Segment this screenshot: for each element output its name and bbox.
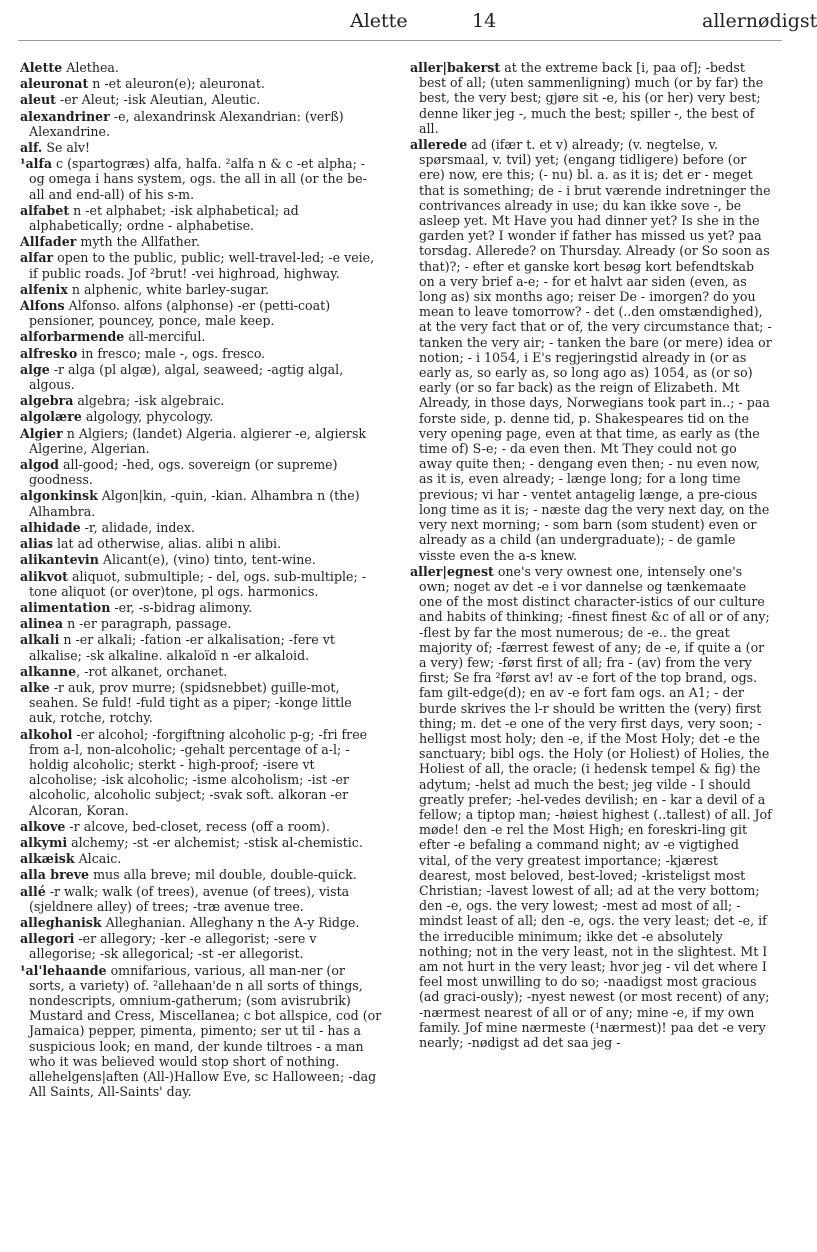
entry-headword: alke — [20, 679, 50, 695]
entry-definition: myth the Allfather. — [76, 234, 200, 250]
entry-headword: alkohol — [20, 726, 73, 742]
entry-definition: one's very ownest one, intensely one's own; noget av det -e i vor dannelse og tænkemaate one of the most distinct character-istics of our culture and habits of thinking; -finest finest &c of all or of any; -flest by far the most numerous; de -e.. the great majority of; -færrest fewest of any; de -e, if quite a (or a very) few; -først first of all; fra - (av) from the very first; Se fra ²først av! av -e fort of the top brand, ogs. fam gilt-edge(d); en av -e fort fam ogs. an A1; - der burde skrives the l-r should be written the (very) first thing; m. det -e one of the very first days, very soon; -helligst most holy; den -e, if the Most Holy; det -e the sanctuary; bibl ogs. the Holy (or Holiest) of Holies, the Holiest of all, the oracle; (i hedensk tempel & fig) the adytum; -helst ad much the best; jeg vilde - I should greatly prefer; -hel-vedes devilish; en - kar a devil of a fellow; a tiptop man; -høiest highest (..tallest) of all. Jof møde! den -e rel the Most High; en foreskri-ling git efter -e befaling a command night; av -e vigtighed vital, of the very greatest importance; -kjærest dearest, most beloved, best-loved; -kristeligst most Christian; -lavest lowest of all; ad at the very bottom; den -e, ogs. the very lowest; -mest ad most of all; -mindst least of all; den -e, ogs. the very least; det -e, if the irreducible minimum; ikke det -e absolutely nothing; not in the very least, not in the slightest. Mt I am not hurt in the very least; hvor jeg - vil det where I feel most unwilling to do so; -naadigst most gracious (ad graci-ously); -nyest newest (or most recent) of any; -nærmest nearest of all or of any; mine -e, if my own family. Jof mine nærmeste (¹nærmest)! paa det -e very nearly; -nødigst ad det saa jeg - — [419, 563, 772, 1050]
entry-headword: alkali — [20, 632, 60, 648]
entry-headword: alfenix — [20, 281, 68, 297]
dictionary-entry — [20, 203, 382, 233]
dictionary-entry — [20, 409, 382, 424]
entry-definition: n -er paragraph, passage. — [63, 616, 232, 632]
entry-definition: Alfonso. alfons (alphonse) -er (petti-coat) pensioner, pouncey, ponce, male keep. — [29, 298, 331, 329]
entry-headword: alleghanisk — [20, 914, 102, 930]
entry-headword: Allfader — [20, 234, 77, 250]
dictionary-entry — [20, 569, 382, 599]
dictionary-entry — [20, 282, 382, 297]
dictionary-entry — [20, 963, 382, 1100]
dictionary-entry — [20, 426, 382, 456]
header-right-guideword: allernødigst — [702, 10, 817, 32]
entry-headword: aleuronat — [20, 76, 89, 92]
entry-definition: lat ad otherwise, alias. alibi n alibi. — [52, 536, 282, 552]
dictionary-entry — [20, 362, 382, 392]
dictionary-entry — [410, 137, 772, 563]
entry-definition: -r, alidade, index. — [80, 519, 195, 535]
entry-definition: algebra; -isk algebraic. — [73, 393, 225, 409]
entry-definition: n alphenic, white barley-sugar. — [67, 281, 269, 297]
entry-headword: alkove — [20, 818, 66, 834]
entry-headword: alias — [20, 536, 53, 552]
entry-definition: c (spartogræs) alfa, halfa. ²alfa n & c -et alpha; - og omega i hans system, ogs. the all in all (or the be-all and end-all) of his s-m. — [29, 156, 367, 202]
entry-definition: n -et aleuron(e); aleuronat. — [88, 76, 265, 92]
dictionary-entry — [20, 835, 382, 850]
entry-headword: alforbarmende — [20, 329, 125, 345]
entry-definition: Algon|kin, -quin, -kian. Alhambra n (the) Alhambra. — [29, 488, 360, 519]
entry-headword: Algier — [20, 425, 63, 441]
dictionary-entry — [20, 819, 382, 834]
entry-definition: Alcaic. — [74, 851, 122, 867]
entry-headword: alimentation — [20, 599, 111, 615]
entry-definition: n Algiers; (landet) Algeria. algierer -e, algiersk Algerine, Algerian. — [29, 425, 367, 456]
left-column — [20, 60, 382, 1100]
dictionary-entry — [20, 329, 382, 344]
dictionary-entry — [20, 156, 382, 202]
dictionary-entry — [20, 664, 382, 679]
entry-definition: in fresco; male -, ogs. fresco. — [77, 345, 266, 361]
entry-headword: alikantevin — [20, 552, 99, 568]
dictionary-entry — [20, 60, 382, 75]
dictionary-entry — [20, 600, 382, 615]
entry-headword: ¹alfa — [20, 156, 53, 172]
entry-headword: allé — [20, 883, 46, 899]
dictionary-entry — [20, 884, 382, 914]
header-left-guideword: Alette — [350, 10, 408, 32]
header-rule — [18, 40, 782, 41]
entry-definition: all-merciful. — [124, 329, 206, 345]
dictionary-entry — [20, 616, 382, 631]
entry-definition: Alicant(e), (vino) tinto, tent-wine. — [98, 552, 316, 568]
entry-definition: -er allegory; -ker -e allegorist; -sere v allegorise; -sk allegorical; -st -er allegorist. — [29, 931, 317, 962]
entry-definition: ad (ifær t. et v) already; (v. negtelse, v. spørsmaal, v. tvil) yet; (engang tidligere) before (or ere) now, ere this; (- nu) bl. a. as it is; det er - meget that is something; de - i brut værende indretninger the contrivances already in use; du kan ikke sove -, be asleep yet. Mt Have you had dinner yet? Is she in the garden yet? I wonder if father has missed us yet? paa torsdag. Allerede? on Thursday. Already (or So soon as that)?; - efter et ganske kort besøg kort befendtskab on a very brief a-e; - for et halvt aar siden (even, as long as) six months ago; reiser De - imorgen? do you mean to leave tomorrow? - det (..den omstændighed), at the very fact that or of, the very circumstance that; - tanken the very air; - tanken the bare (or mere) idea or notion; - i 1054, i E's regjeringstid already in (or as early as, so early as, so long ago as) 1054, as (or so) early (or so far back) as the reign of Elizabeth. Mt Already, in those days, Norwegians took part in..; - paa forste side, p. denne tid, p. Shakespeares tid on the very opening page, even at that time, as early as (the time of) S-e; - da even then. Mt They could not go away quite then; - dengang even then; - nu even now, as it is, even already; - længe long; for a long time previous; vi har - ventet antagelig længe, a pre-cious long time as it is; - næste dag the very next day, on the very next morning; - som barn (som student) even or already as a child (an undergraduate); - de gamle visste even the a-s knew. — [419, 137, 772, 563]
entry-definition: , -rot alkanet, orchanet. — [76, 663, 228, 679]
entry-definition: omnifarious, various, all man-ner (or sorts, a variety) of. ²allehaan'de n all sorts of things, nondescripts, omnium-gatherum; (som avisrubrik) Mustard and Cress, Miscellanea; c bot allspice, cod (or Jamaica) pepper, pimenta, pimento; ser ut til - has a suspicious look; en mand, der kunde tiltroes - a man who it was believed would stop short of nothing. allehelgens|aften (All-)Hallow Eve, sc Halloween; -dag All Saints, All-Saints' day. — [29, 962, 382, 1100]
entry-definition: -e, alexandrinsk Alexandrian: (verß) Alexandrine. — [29, 108, 344, 139]
page-header — [0, 0, 817, 36]
entry-definition: open to the public, public; well-travel-led; -e veie, if public roads. Jof ²brut! -vei highroad, highway. — [29, 250, 375, 281]
dictionary-entry — [20, 931, 382, 961]
dictionary-entry — [20, 76, 382, 91]
entry-headword: alkymi — [20, 834, 68, 850]
entry-definition: -r auk, prov murre; (spidsnebbet) guille-mot, seahen. Se fuld! -fuld tight as a piper; -konge little auk, rotche, rotchy. — [29, 679, 352, 726]
dictionary-entry — [20, 727, 382, 818]
entry-headword: alkanne — [20, 663, 77, 679]
entry-headword: allegori — [20, 931, 75, 947]
entry-headword: alikvot — [20, 568, 68, 584]
entry-headword: aleut — [20, 92, 56, 108]
entry-headword: Alette — [20, 60, 63, 75]
dictionary-entry — [20, 520, 382, 535]
dictionary-entry — [20, 346, 382, 361]
dictionary-entry — [410, 60, 772, 136]
page-number: 14 — [472, 10, 497, 32]
entry-definition: -er, -s-bidrag alimony. — [110, 599, 253, 615]
entry-headword: allerede — [410, 137, 468, 153]
entry-headword: alf. — [20, 140, 43, 156]
dictionary-entry — [20, 488, 382, 518]
entry-headword: alfar — [20, 250, 54, 266]
dictionary-entry — [20, 632, 382, 662]
entry-definition: -er alcohol; -forgiftning alcoholic p-g; -fri free from a-l, non-alcoholic; -gehalt percentage of a-l; -holdig alcoholic; sterkt - high-proof; -isere vt alcoholise; -isk alcoholic; -isme alcoholism; -ist -er alcoholic, alcoholic subject; -svak soft. alkoran -er Alcoran, Koran. — [29, 726, 368, 818]
entry-definition: -er Aleut; -isk Aleutian, Aleutic. — [55, 92, 261, 108]
dictionary-entry — [20, 851, 382, 866]
entry-definition: Alleghanian. Alleghany n the A-y Ridge. — [101, 914, 360, 930]
dictionary-entry — [20, 393, 382, 408]
entry-headword: alhidade — [20, 519, 81, 535]
entry-definition: Alethea. — [62, 60, 119, 75]
dictionary-entry — [20, 457, 382, 487]
entry-headword: ¹al'lehaande — [20, 962, 107, 978]
entry-headword: alge — [20, 361, 50, 377]
entry-definition: algology, phycology. — [81, 409, 214, 425]
dictionary-entry — [20, 298, 382, 328]
entry-headword: algod — [20, 457, 59, 473]
entry-headword: alinea — [20, 616, 64, 632]
entry-definition: all-good; -hed, ogs. sovereign (or supreme) goodness. — [29, 457, 338, 488]
entry-headword: alfresko — [20, 345, 78, 361]
dictionary-entry — [20, 92, 382, 107]
entry-definition: aliquot, submultiple; - del, ogs. sub-multiple; -tone aliquot (or over)tone, pl ogs. harmonics. — [29, 568, 367, 599]
dictionary-entry — [20, 536, 382, 551]
entry-headword: alla breve — [20, 867, 90, 883]
entry-headword: algonkinsk — [20, 488, 98, 504]
dictionary-entry — [20, 915, 382, 930]
dictionary-entry — [410, 564, 772, 1051]
entry-definition: -r walk; walk (of trees), avenue (of trees), vista (sjeldnere alley) of trees; -træ avenue tree. — [29, 883, 350, 914]
entry-headword: algebra — [20, 393, 74, 409]
dictionary-entry — [20, 552, 382, 567]
right-column — [410, 60, 772, 1051]
entry-definition: at the extreme back [i, paa of]; -bedst best of all; (uten sammenligning) much (or by far) the best, the very best; gjøre sit -e, his (or her) very best; denne liker jeg -, much the best; spiller -, the best of all. — [419, 60, 764, 136]
entry-headword: Alfons — [20, 298, 65, 314]
entry-headword: algolære — [20, 409, 82, 425]
entry-definition: -r alcove, bed-closet, recess (off a room). — [65, 818, 330, 834]
entry-definition: -r alga (pl algæ), algal, seaweed; -agtig algal, algous. — [29, 361, 344, 393]
entry-definition: mus alla breve; mil double, double-quick. — [89, 867, 357, 883]
entry-headword: alfabet — [20, 202, 70, 218]
entry-headword: aller|egnest — [410, 563, 494, 579]
entry-definition: Se alv! — [42, 140, 91, 156]
dictionary-entry — [20, 867, 382, 882]
entry-definition: alchemy; -st -er alchemist; -stisk al-chemistic. — [67, 834, 363, 850]
entry-definition: n -et alphabet; -isk alphabetical; ad alphabetically; ordne - alphabetise. — [29, 202, 299, 234]
dictionary-entry — [20, 250, 382, 280]
dictionary-entry — [20, 109, 382, 139]
dictionary-entry — [20, 234, 382, 249]
entry-headword: alkæisk — [20, 851, 75, 867]
dictionary-entry — [20, 680, 382, 726]
dictionary-entry — [20, 140, 382, 155]
entry-headword: aller|bakerst — [410, 60, 501, 75]
entry-definition: n -er alkali; -fation -er alkalisation; -fere vt alkalise; -sk alkaline. alkaloïd n -er alkaloid. — [29, 632, 335, 663]
entry-headword: alexandriner — [20, 108, 110, 124]
